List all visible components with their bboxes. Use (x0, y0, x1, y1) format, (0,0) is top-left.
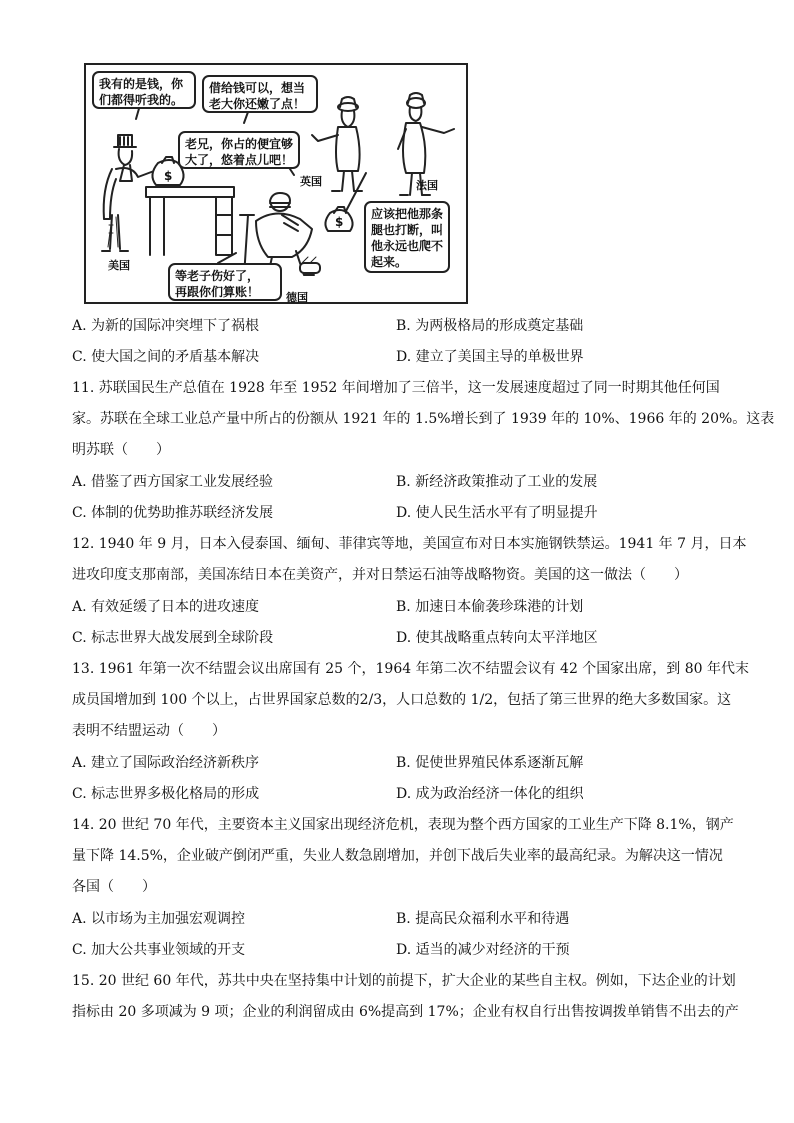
q10-option-c: C. 使大国之间的矛盾基本解决 (72, 349, 260, 365)
q11-option-d: D. 使人民生活水平有了明显提升 (396, 505, 598, 521)
q14-option-a: A. 以市场为主加强宏观调控 (72, 911, 246, 927)
q14-line: 14. 20 世纪 70 年代，主要资本主义国家出现经济危机，表现为整个西方国家的工业生产下降 8.1%，钢产 (72, 817, 734, 833)
q12-option-a: A. 有效延缓了日本的进攻速度 (72, 599, 260, 615)
q13-line: 表明不结盟运动（ ） (72, 723, 226, 739)
q11-option-b: B. 新经济政策推动了工业的发展 (396, 474, 598, 490)
us-speech-bubble: 我有的是钱，你 们都得听我的。 (92, 71, 196, 109)
q13-stem (72, 654, 750, 747)
q15-line: 15. 20 世纪 60 年代，苏共中央在坚持集中计划的前提下，扩大企业的某些自主权。例如，下达企业的计划 (72, 973, 736, 989)
q11-option-c: C. 体制的优势助推苏联经济发展 (72, 505, 274, 521)
q14-option-b: B. 提高民众福利水平和待遇 (396, 911, 570, 927)
q14-option-c: C. 加大公共事业领域的开支 (72, 942, 246, 958)
q10-option-a: A. 为新的国际冲突埋下了祸根 (72, 318, 260, 334)
q12-option-d: D. 使其战略重点转向太平洋地区 (396, 630, 598, 646)
uk-label: 英国 (300, 175, 322, 188)
q13-option-a: A. 建立了国际政治经济新秩序 (72, 755, 260, 771)
q15-line: 指标由 20 多项减为 9 项；企业的利润留成由 6%提高到 17%；企业有权自行出售按调拨单销售不出去的产 (72, 1004, 739, 1020)
de-label: 德国 (286, 291, 308, 304)
q10-option-d: D. 建立了美国主导的单极世界 (396, 349, 584, 365)
political-cartoon (84, 63, 468, 304)
q10-option-b: B. 为两极格局的形成奠定基础 (396, 318, 584, 334)
q13-option-b: B. 促使世界殖民体系逐渐瓦解 (396, 755, 584, 771)
q11-line: 家。苏联在全球工业总产量中所占的份额从 1921 年的 1.5%增长到了 1939 年的 10%、1966 年的 20%。这表 (72, 411, 775, 427)
us-label: 美国 (108, 259, 130, 272)
q11-stem (72, 373, 775, 466)
uk-speech-bubble: 借给钱可以，想当 老大你还嫩了点！ (202, 75, 318, 113)
q13-line: 成员国增加到 100 个以上，占世界国家总数的2/3，人口总数的 1/2，包括了第三世界的绝大多数国家。这 (72, 692, 732, 708)
q13-option-c: C. 标志世界多极化格局的形成 (72, 786, 260, 802)
q12-stem (72, 529, 747, 591)
dollar-sign-icon: $ (164, 169, 173, 183)
q11-line: 11. 苏联国民生产总值在 1928 年至 1952 年间增加了三倍半，这一发展速度超过了同一时期其他任何国 (72, 380, 720, 396)
fr-label: 法国 (416, 179, 438, 192)
q14-option-d: D. 适当的减少对经济的干预 (396, 942, 570, 958)
desk (146, 187, 234, 255)
q13-line: 13. 1961 年第一次不结盟会议出席国有 25 个，1964 年第二次不结盟会议有 42 个国家出席，到 80 年代末 (72, 661, 750, 677)
q14-stem (72, 810, 732, 903)
dollar-sign-icon: $ (335, 215, 344, 229)
de-speech-bubble: 等老子伤好了， 再跟你们算账！ (168, 263, 282, 301)
fr-speech-bubble: 应该把他那条 腿也打断，叫 他永远也爬不 起来。 (364, 201, 450, 273)
q11-line: 明苏联（ ） (72, 442, 170, 458)
q12-line: 进攻印度支那南部，美国冻结日本在美资产，并对日禁运石油等战略物资。美国的这一做法（ ） (72, 567, 688, 583)
q12-option-c: C. 标志世界大战发展到全球阶段 (72, 630, 274, 646)
q15-stem (72, 966, 739, 1028)
center-speech-bubble: 老兄，你占的便宜够 大了，悠着点儿吧！ (178, 131, 300, 169)
q11-option-a: A. 借鉴了西方国家工业发展经验 (72, 474, 274, 490)
q14-line: 量下降 14.5%，企业破产倒闭严重，失业人数急剧增加，并创下战后失业率的最高纪录。为解决这一情况 (72, 848, 723, 864)
q14-line: 各国（ ） (72, 879, 156, 895)
q13-option-d: D. 成为政治经济一体化的组织 (396, 786, 584, 802)
q12-option-b: B. 加速日本偷袭珍珠港的计划 (396, 599, 584, 615)
q12-line: 12. 1940 年 9 月，日本入侵泰国、缅甸、菲律宾等地，美国宣布对日本实施钢铁禁运。1941 年 7 月，日本 (72, 536, 747, 552)
